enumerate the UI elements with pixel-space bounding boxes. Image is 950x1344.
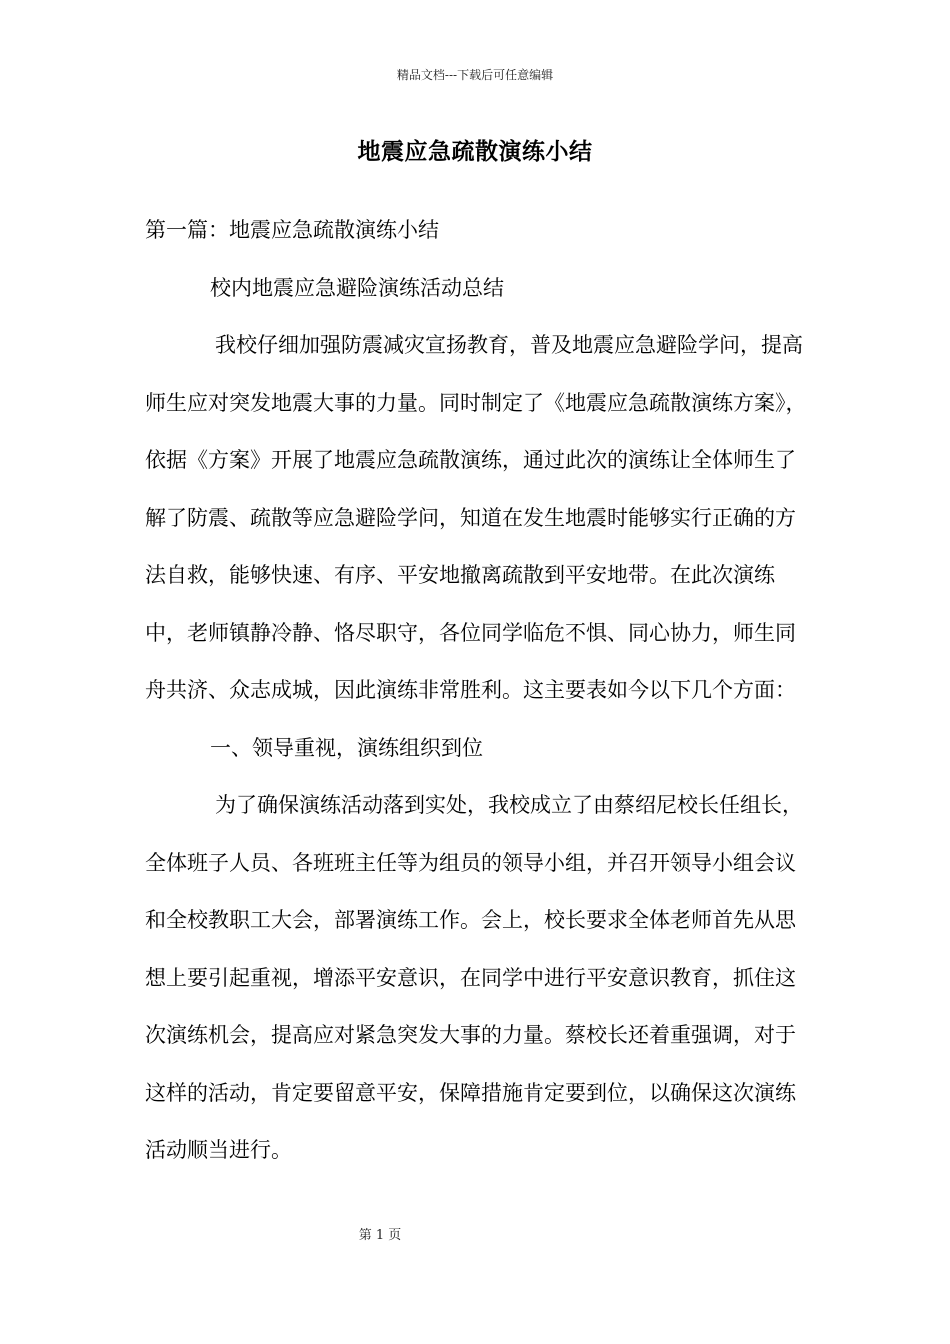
paragraph-2: 为了确保演练活动落到实处，我校成立了由蔡绍尼校长任组长，全体班子人员、各班班主任等为组员的领导小组，并召开领导小组会议和全校教职工大会，部署演练工作。会上，校长要求全体老师首先从思想上要引起重视，增添平安意识，在同学中进行平安意识教育，抓住这次演练机会，提高应对紧急突发大事的力量。蔡校长还着重强调，对于这样的活动，肯定要留意平安，保障措施肯定要到位，以确保这次演练活动顺当进行。: [145, 793, 803, 1162]
subtitle: 校内地震应急避险演练活动总结: [210, 275, 504, 300]
paragraph-1: 我校仔细加强防震减灾宣扬教育，普及地震应急避险学问，提高师生应对突发地震大事的力量。同时制定了《地震应急疏散演练方案》，依据《方案》开展了地震应急疏散演练，通过此次的演练让全体师生了解了防震、疏散等应急避险学问，知道在发生地震时能够实行正确的方法自救，能够快速、有序、平安地撤离疏散到平安地带。在此次演练中，老师镇静冷静、恪尽职守，各位同学临危不惧、同心协力，师生同舟共济、众志成城，因此演练非常胜利。这主要表如今以下几个方面：: [145, 333, 807, 702]
page-number: 第 1 页: [358, 1228, 402, 1243]
document-title: 地震应急疏散演练小结: [357, 138, 593, 165]
part-title: 第一篇：地震应急疏散演练小结: [145, 218, 439, 242]
section-1-heading: 一、领导重视，演练组织到位: [210, 735, 483, 760]
page-header: 精品文档---下载后可任意编辑: [396, 68, 554, 82]
document-body: [145, 202, 810, 1180]
